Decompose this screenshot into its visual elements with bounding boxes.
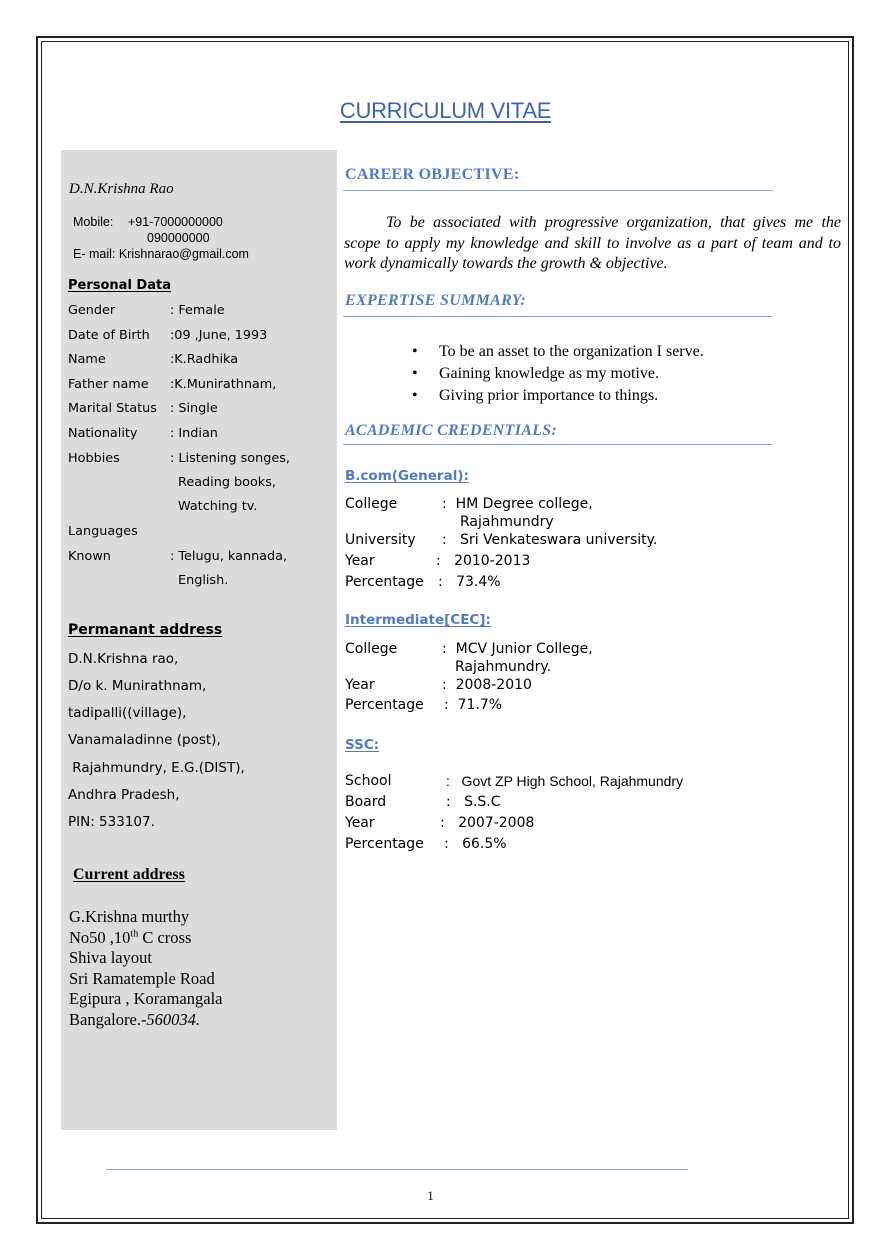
inter-college: : MCV Junior College, <box>442 641 593 657</box>
inter-year: : 2008-2010 <box>442 677 532 693</box>
career-objective-text <box>344 213 841 275</box>
document-title: CURRICULUM VITAE <box>339 98 552 123</box>
ssc-heading: SSC: <box>345 737 380 753</box>
ordinal-suffix: th <box>130 928 139 940</box>
inter-percentage-label: Percentage <box>345 697 424 713</box>
mobile-number-2: 090000000 <box>147 231 210 245</box>
hobbies-label: Hobbies <box>68 451 120 466</box>
current-address-heading: Current address <box>73 866 185 883</box>
ssc-percentage-label: Percentage <box>345 836 424 852</box>
personal-label: Father name <box>68 377 149 392</box>
personal-value: : Single <box>170 401 218 416</box>
academic-heading: ACADEMIC CREDENTIALS: <box>345 422 558 439</box>
inter-college-label: College <box>345 641 398 657</box>
bcom-college-label: College <box>345 496 398 512</box>
ssc-school: : Govt ZP High School, Rajahmundry <box>446 773 684 789</box>
permanent-address-line: tadipalli((village), <box>68 705 187 721</box>
bcom-heading: B.com(General): <box>345 468 469 484</box>
bcom-percentage: : 73.4% <box>438 574 501 590</box>
mobile-label: Mobile: <box>73 215 114 229</box>
ssc-board: : S.S.C <box>446 794 501 810</box>
current-address-line: Egipura , Koramangala <box>69 989 223 1008</box>
personal-row-dob <box>68 328 267 343</box>
personal-label: Nationality <box>68 426 138 441</box>
list-item: • Gaining knowledge as my motive. <box>412 363 704 385</box>
inter-year-label: Year <box>345 677 375 693</box>
personal-value: :K.Radhika <box>170 352 239 367</box>
personal-value: :K.Munirathnam, <box>170 377 277 392</box>
permanent-address-line: D.N.Krishna rao, <box>68 651 179 667</box>
ssc-year: : 2007-2008 <box>440 815 535 831</box>
personal-label: Date of Birth <box>68 328 150 343</box>
bcom-year-label: Year <box>345 553 375 569</box>
list-item: • Giving prior importance to things. <box>412 385 704 407</box>
ssc-year-label: Year <box>345 815 375 831</box>
current-address-part: No50 ,10 <box>69 928 131 947</box>
pin-code: -560034. <box>140 1010 201 1029</box>
section-rule <box>343 316 773 317</box>
languages-label-known: Known <box>68 549 111 564</box>
languages-value-2: English. <box>178 573 229 588</box>
bcom-percentage-label: Percentage <box>345 574 424 590</box>
hobbies-value-2: Reading books, <box>178 475 276 490</box>
personal-row-name <box>68 352 238 367</box>
current-address-part: Bangalore. <box>69 1010 141 1029</box>
section-rule <box>343 444 773 445</box>
expertise-heading: EXPERTISE SUMMARY: <box>345 292 527 309</box>
current-address-part: C cross <box>138 928 192 947</box>
personal-row-nationality <box>68 426 218 441</box>
section-rule <box>343 190 773 191</box>
career-objective-body: To be associated with progressive organization, that gives me the scope to apply my knowledge and skill to involve as a part of team and to work dynamically towards the growth & objective. <box>344 214 841 272</box>
permanent-address-line: D/o k. Munirathnam, <box>68 678 207 694</box>
inter-percentage: : 71.7% <box>444 697 503 713</box>
hobbies-value-1: : Listening songes, <box>170 451 290 466</box>
current-address-line: G.Krishna murthy <box>69 907 190 926</box>
personal-data-heading: Personal Data <box>68 278 171 293</box>
current-address-line <box>69 928 191 948</box>
personal-label: Gender <box>68 303 116 318</box>
personal-row-father <box>68 377 276 392</box>
bcom-college-city: Rajahmundry <box>460 514 554 530</box>
ssc-board-label: Board <box>345 794 387 810</box>
ssc-school-label: School <box>345 773 392 789</box>
candidate-name: D.N.Krishna Rao <box>69 181 174 197</box>
personal-row-gender <box>68 303 225 318</box>
current-address-line: Shiva layout <box>69 948 152 967</box>
bcom-college: : HM Degree college, <box>442 496 593 512</box>
permanent-address-line: Vanamaladinne (post), <box>68 732 221 748</box>
list-item: • To be an asset to the organization I serve. <box>412 341 704 363</box>
current-address-line: Sri Ramatemple Road <box>69 969 215 988</box>
personal-label: Marital Status <box>68 401 157 416</box>
personal-row-marital <box>68 401 218 416</box>
permanent-address-line: Andhra Pradesh, <box>68 787 180 803</box>
expertise-list <box>412 341 704 407</box>
career-objective-heading: CAREER OBJECTIVE: <box>345 166 520 183</box>
ssc-percentage: : 66.5% <box>444 836 507 852</box>
personal-value: : Female <box>170 303 225 318</box>
mobile-number-1: +91-7000000000 <box>128 215 223 229</box>
languages-label: Languages <box>68 524 138 539</box>
bcom-university-label: University <box>345 532 416 548</box>
hobbies-value-3: Watching tv. <box>178 499 258 514</box>
inter-college-city: Rajahmundry. <box>455 659 552 675</box>
bcom-university: : Sri Venkateswara university. <box>442 532 658 548</box>
permanent-address-heading: Permanant address <box>68 622 223 638</box>
current-address-line <box>69 1010 200 1030</box>
email: E- mail: Krishnarao@gmail.com <box>73 247 249 261</box>
personal-value: :09 ,June, 1993 <box>170 328 268 343</box>
languages-value-1: : Telugu, kannada, <box>170 549 288 564</box>
intermediate-heading: Intermediate[CEC]: <box>345 612 491 628</box>
footer-rule <box>106 1169 688 1170</box>
personal-label: Name <box>68 352 106 367</box>
bcom-year: : 2010-2013 <box>436 553 531 569</box>
permanent-address-line: PIN: 533107. <box>68 814 155 830</box>
permanent-address-line: Rajahmundry, E.G.(DIST), <box>68 760 245 776</box>
personal-value: : Indian <box>170 426 218 441</box>
page-number: 1 <box>427 1188 434 1203</box>
